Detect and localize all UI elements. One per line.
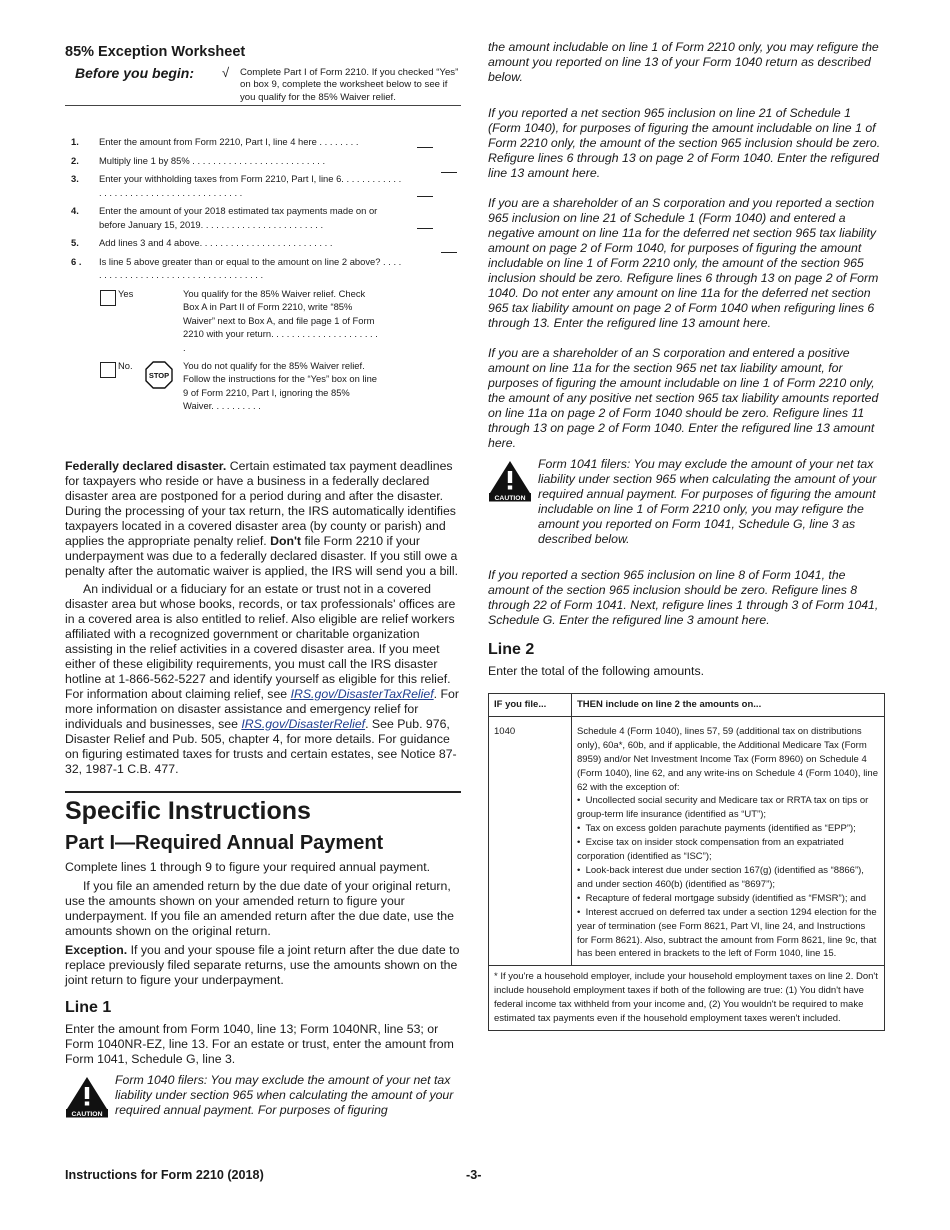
before-label: Before you begin: <box>75 65 195 81</box>
line-text: Add lines 3 and 4 above. . . . . . . . . . . . . . . . . . . . . . . . . . <box>99 237 333 248</box>
line-text: Multiply line 1 by 85% . . . . . . . . . . . . . . . . . . . . . . . . . . <box>99 154 326 166</box>
option-no <box>99 359 461 429</box>
section-divider <box>65 791 461 793</box>
caution-label: CAUTION <box>71 1110 103 1118</box>
yes-text: You qualify for the 85% Waiver relief. Check Box A in Part II of Form 2210, write “85% Waiver” next to Box A, and file page 1 of Form 2210 with your return. . . . . . . . . . . . . . . . . . . . . . <box>183 287 378 353</box>
caution-label: CAUTION <box>494 495 526 502</box>
bullet-item: • Look-back interest due under section 167(g) (identified as “8866”), and under section 460(b) (identified as “8697”); <box>577 864 864 890</box>
worksheet-title: 85% Exception Worksheet <box>65 44 246 60</box>
line2-table <box>488 693 885 1031</box>
line-text: Is line 5 above greater than or equal to the amount on line 2 above? . . . . . . . . . . . . . . . . . . . . . . . . . . . . . . . . . . . . <box>99 255 402 280</box>
footer-form-title: Instructions for Form 2210 (2018) <box>65 1168 264 1182</box>
bullet-text: Tax on excess golden parachute payments (identified as “EPP”); <box>585 823 856 835</box>
caution-icon <box>65 1076 109 1118</box>
bullet-text: Look-back interest due under section 167(g) (identified as “8866”), and under section 460(b) (identified as “8697”); <box>577 864 864 890</box>
option-yes <box>99 287 461 359</box>
table-cell-amounts <box>572 716 885 965</box>
form-1041-paragraph: If you reported a section 965 inclusion on line 8 of Form 1041, the amount of the section 965 inclusion should be zero. Refigure lines 8 through 22 of Form 1041. Next, refigure lines 1 through 3 of Form 1041, Schedule G. Enter the refigured line 3 amount here. <box>488 568 879 627</box>
no-checkbox[interactable] <box>100 362 116 378</box>
scorp-positive-paragraph: If you are a shareholder of an S corporation and entered a positive amount on line 11a for the section 965 net tax liability amount, for purposes of figuring the amount includable on line 1 of Form 2210 only, the amount of any positive net section 965 tax liability amounts reported on line 11a on page 2 of Form 1040 should be zero. Refigure lines 11 through 13 on page 2 of Form 1040. Enter the refigured line 13 amount here. <box>488 346 879 450</box>
line-number: 2. <box>71 154 79 166</box>
bullet-text: Uncollected social security and Medicare tax or RRTA tax on tips or group-term life insurance (identified as “UT”); <box>577 795 869 821</box>
bullet-item: • Uncollected social security and Medicare tax or RRTA tax on tips or group-term life insurance (identified as “UT”); <box>577 795 869 821</box>
yes-label: Yes <box>118 287 134 299</box>
disaster-text-2a: An individual or a fiduciary for an estate or trust not in a covered disaster area but whose books, records, or tax professionals' offices are in a covered area is also entitled to relief. Also eligible are relief workers affiliated with a recognized government or charitable organization assisting in the relief activities in a covered disaster area. If you meet either of these eligibility requirements, you must call the IRS disaster hotline at 1-866-562-5227 and identify yourself as eligible for this relief. For information about claiming relief, see <box>65 581 456 701</box>
stop-label: STOP <box>148 370 170 380</box>
worksheet-line-6 <box>65 255 404 282</box>
right-column <box>488 40 886 1031</box>
part1-title: Part I—Required Annual Payment <box>65 831 384 854</box>
disaster-relief-link[interactable]: IRS.gov/DisasterRelief <box>241 716 366 731</box>
line-5-entry[interactable] <box>441 240 457 253</box>
exception-text: If you and your spouse file a joint return after the due date to replace previously filed separate returns, use the amounts shown on the joint return to figure your underpayment. <box>65 942 460 987</box>
disaster-text-2b: . For more information on disaster assistance and emergency relief for individuals and businesses, see <box>65 686 459 731</box>
table-header-then: THEN include on line 2 the amounts on... <box>572 694 885 717</box>
table-row <box>489 716 885 965</box>
before-you-begin <box>65 65 461 105</box>
line2-title: Line 2 <box>488 641 535 658</box>
amounts-intro: Schedule 4 (Form 1040), lines 57, 59 (additional tax on distributions only), 60a*, 60b, and if applicable, the Additional Medicare Tax (Form 8959) and/or Net Investment Income Tax (Form 8960) on Schedule 4 (Form 1040), line 62, and any write-ins on Schedule 4 (Form 1040), line 62 with the exception of: <box>577 725 878 793</box>
caution-1040 <box>65 1073 461 1118</box>
disaster-tax-relief-link[interactable]: IRS.gov/DisasterTaxRelief <box>290 686 434 701</box>
disaster-text-1-end: file Form 2210 if your underpayment was due to a federally declared disaster. If you still owe a penalty after the automatic waiver is applied, the IRS will send you a bill. <box>65 533 459 578</box>
worksheet-divider <box>65 105 461 106</box>
table-footnote: * If you're a household employer, include your household employment taxes on line 2. Don't include household employment taxes if both of the following are true: (1) You didn't have federal income tax withheld from your income and, (2) You wouldn't be required to make estimated tax payments even if the household employment taxes weren't included. <box>489 966 885 1031</box>
exception-label: Exception. <box>65 942 128 957</box>
bullet-item: • Interest accrued on deferred tax under a section 1294 election for the year of termination (see Form 8621, Part VI, line 24, and Instructions for Form 8621). Also, subtract the amount from Form 8621, line 9c, that has been entered in brackets to the left of Form 1040, line 15. <box>577 906 877 960</box>
worksheet-line-3 <box>65 172 404 199</box>
line-2-entry[interactable] <box>441 160 457 173</box>
caution-icon <box>488 460 532 502</box>
worksheet-line-2 <box>65 154 404 168</box>
table-footnote-row <box>489 966 885 1031</box>
table-header-row <box>489 694 885 717</box>
footer-page-number: -3- <box>466 1168 482 1182</box>
check-icon: √ <box>222 65 230 80</box>
line-number: 4. <box>71 205 79 216</box>
disaster-paragraph-2 <box>65 582 461 777</box>
line-text: Enter your withholding taxes from Form 2210, Part I, line 6. . . . . . . . . . . . . . . . . . . . . . . . . . . . . . . . . . . . . . . . <box>99 173 402 198</box>
specific-instructions-title: Specific Instructions <box>65 796 311 825</box>
stop-sign-icon <box>145 361 173 389</box>
bullet-text: Recapture of federal mortgage subsidy (identified as “FMSR”); and <box>585 892 866 904</box>
yes-checkbox[interactable] <box>100 290 116 306</box>
caution-1041-text: Form 1041 filers: You may exclude the amount of your net tax liability under section 965 when calculating the amount of your required annual payment. For purposes of figuring the amount includable on line 1 of Form 2210 only, you may refigure the amount you reported on Form 1041, Schedule G, line 3 as described below. <box>538 457 877 546</box>
line-1-entry[interactable] <box>417 135 433 148</box>
disaster-paragraph-1 <box>65 459 461 579</box>
line-3-entry[interactable] <box>417 184 433 197</box>
amended-return-paragraph: If you file an amended return by the due date of your original return, use the amounts shown on your amended return to figure your underpayment. If you file an amended return after the due date, use the amounts shown on the original return. <box>65 878 454 938</box>
bullet-item: • Tax on excess golden parachute payments (identified as “EPP”); <box>577 823 856 835</box>
bullet-item: • Recapture of federal mortgage subsidy (identified as “FMSR”); and <box>577 892 866 904</box>
left-column <box>65 40 461 1118</box>
line-text: Enter the amount from Form 2210, Part I, line 4 here . . . . . . . . <box>99 136 359 147</box>
before-text: Complete Part I of Form 2210. If you checked “Yes” on box 9, complete the worksheet below to see if you qualify for the 85% Waiver relief. <box>240 67 459 103</box>
exception-paragraph <box>65 943 461 988</box>
scorp-negative-paragraph: If you are a shareholder of an S corporation and you reported a section 965 inclusion on line 21 of Schedule 1 (Form 1040) and entered a negative amount on line 11a for the deferred net section 965 tax liability amount on page 2 of Form 1040, for purposes of figuring the amount includable on line 1 of Form 2210 only, the amount of the section 965 inclusion should be zero. Refigure lines 6 through 13 on page 2 of Form 1040. Do not enter any amount on line 11a for the deferred net section 965 tax liability amount on page 2 of Form 1040 when refiguring lines 6 through 13. Enter the refigured line 13 amount here. <box>488 196 879 330</box>
caution-1040-text: Form 1040 filers: You may exclude the amount of your net tax liability under section 965 when calculating the amount of your required annual payment. For purposes of figuring <box>115 1072 454 1117</box>
line-number: 3. <box>71 173 79 184</box>
line2-text: Enter the total of the following amounts. <box>488 664 705 678</box>
bullet-text: Interest accrued on deferred tax under a section 1294 election for the year of termination (see Form 8621, Part VI, line 24, and Instructions for Form 8621). Also, subtract the amount from Form 8621, line 9c, that has been entered in brackets to the left of Form 1040, line 15. <box>577 906 877 960</box>
caution-1041 <box>488 457 886 547</box>
line-number: 6 . <box>71 255 82 267</box>
disaster-text-2c: . See Pub. 976, Disaster Relief and Pub. 505, chapter 4, for more details. For guidance on figuring estimated taxes for trusts and certain estates, see Notice 87-32, 1987-1 C.B. 477. <box>65 716 457 776</box>
bullet-item: • Excise tax on insider stock compensation from an expatriated corporation (identified as “ISC”); <box>577 837 844 863</box>
disaster-text-1: Certain estimated tax payment deadlines for taxpayers who reside or have a business in a federally declared disaster area are postponed for a period during and after the disaster. During the processing of your tax return, the IRS automatically identifies taxpayers located in a covered disaster area (by county or parish) and applies the appropriate penalty relief. <box>65 458 456 548</box>
net-965-paragraph: If you reported a net section 965 inclusion on line 21 of Schedule 1 (Form 1040), for purposes of figuring the amount includable on line 1 of Form 2210 only, the amount of the section 965 inclusion should be zero. Refigure lines 6 through 13 on page 2 of Form 1040. Enter the refigured line 13 amount here. <box>488 106 881 180</box>
line1-text: Enter the amount from Form 1040, line 13; Form 1040NR, line 53; or Form 1040NR-EZ, line 13. For an estate or trust, enter the amount from Form 1041, Schedule G, line 3. <box>65 1021 454 1066</box>
dont-label: Don't <box>270 533 302 548</box>
line-number: 5. <box>71 237 79 248</box>
disaster-heading: Federally declared disaster. <box>65 458 227 473</box>
worksheet-line-5 <box>65 236 404 250</box>
continued-text: the amount includable on line 1 of Form 2210 only, you may refigure the amount you reported on line 13 of your Form 1040 return as described below. <box>488 40 879 84</box>
line1-title: Line 1 <box>65 998 112 1016</box>
worksheet-line-1 <box>65 135 404 149</box>
no-text: You do not qualify for the 85% Waiver relief. Follow the instructions for the “Yes” box on line 9 of Form 2210, Part I, ignoring the 85% Waiver. . . . . . . . . . <box>183 359 378 412</box>
table-header-if: IF you file... <box>489 694 572 717</box>
line-4-entry[interactable] <box>417 216 433 229</box>
no-label: No. <box>118 359 133 371</box>
bullet-text: Excise tax on insider stock compensation from an expatriated corporation (identified as “ISC”); <box>577 837 844 863</box>
part1-intro: Complete lines 1 through 9 to figure your required annual payment. <box>65 859 431 874</box>
line-number: 1. <box>71 136 79 147</box>
worksheet-lines <box>65 135 461 429</box>
worksheet-line-4 <box>65 204 404 231</box>
table-cell-form: 1040 <box>489 716 572 965</box>
line-text: Enter the amount of your 2018 estimated tax payments made on or before January 15, 2019. . . . . . . . . . . . . . . . . . . . . . . . <box>99 205 378 230</box>
